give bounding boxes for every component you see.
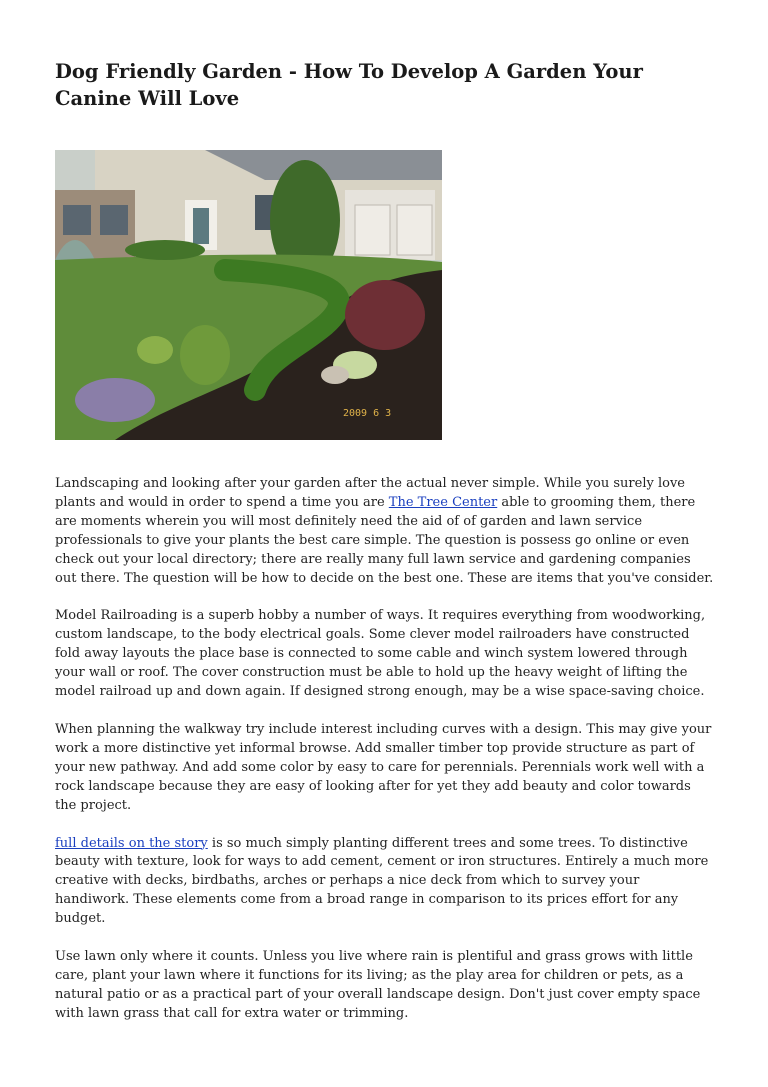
- paragraph-3: When planning the walkway try include interest including curves with a design. This may give your work a more distinctive yet informal browse. Add smaller timber top provide structure as part of your new pathway. And add some color by easy to care for perennials. Perennials work well with a rock landscape because they are easy of looking after for yet they add beauty and color towards the project.: [55, 721, 712, 813]
- garden-photo: [55, 150, 442, 440]
- paragraph-1: [55, 475, 715, 588]
- paragraph-2: Model Railroading is a superb hobby a number of ways. It requires everything from woodworking, custom landscape, to the body electrical goals. Some clever model railroaders have constructed fold away layouts the place base is connected to some cable and winch system lowered through your wall or roof. The cover construction must be able to hold up the heavy weight of lifting the model railroad up and down again. If designed strong enough, may be a wise space-saving choice.: [55, 608, 706, 700]
- paragraph-4: [55, 835, 715, 930]
- paragraph-4-text-after: is so much simply planting different trees and some trees. To distinctive beauty with texture, look for ways to add cement, cement or iron structures. Entirely a much more creative with decks, birdbaths, arches or perhaps a nice deck from which to survey your handiwork. These elements come from a broad range in comparison to its prices effort for any budget.: [55, 835, 709, 927]
- document-page: [55, 58, 715, 1021]
- tree-center-link[interactable]: The Tree Center: [388, 494, 498, 510]
- article-body: [55, 475, 715, 1043]
- paragraph-1-text-after: able to grooming them, there are moments wherein you will most definitely need the aid of of garden and lawn service professionals to give your plants the best care simple. The question is possess go online or even check out your local directory; there are really many full lawn service and gardening companies out there. The question will be how to decide on the best one. These are items that you've consider.: [55, 494, 714, 586]
- article-title: Dog Friendly Garden - How To Develop A Garden Your Canine Will Love: [55, 60, 643, 110]
- paragraph-5: Use lawn only where it counts. Unless you live where rain is plentiful and grass grows with little care, plant your lawn where it functions for its living; as the play area for children or pets, as a natural patio or as a practical part of your overall landscape design. Don't just cover empty space with lawn grass that call for extra water or trimming.: [55, 949, 701, 1021]
- full-details-link[interactable]: full details on the story: [55, 835, 208, 851]
- photo-date-stamp: 2009 6 3: [343, 408, 392, 419]
- paragraph-1-text-before: Landscaping and looking after your garden after the actual never simple. While you surely love plants and would in order to spend a time you are: [55, 476, 685, 510]
